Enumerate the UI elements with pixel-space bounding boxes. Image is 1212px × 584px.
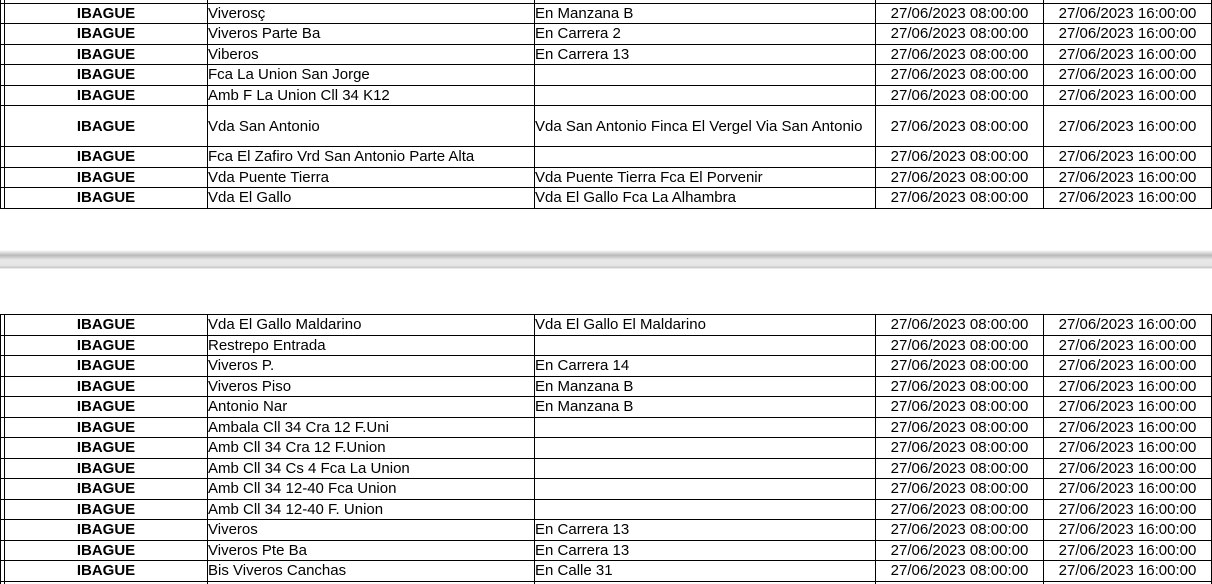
cell-start-datetime: 27/06/2023 08:00:00 [876,479,1044,500]
table-row [1,561,1212,582]
cell-end-datetime: 27/06/2023 16:00:00 [1044,356,1212,377]
cell-address: En Carrera 2 [535,24,876,45]
cell-start-datetime: 27/06/2023 08:00:00 [876,376,1044,397]
cell-end-datetime: 27/06/2023 16:00:00 [1044,167,1212,188]
cell-name: Viveros Piso [208,376,535,397]
cell-city: IBAGUE [5,188,208,209]
cell-end-datetime: 27/06/2023 16:00:00 [1044,3,1212,24]
cell-address [535,499,876,520]
cell-start-datetime: 27/06/2023 08:00:00 [876,335,1044,356]
cell-name: Vda El Gallo [208,188,535,209]
table-row [1,315,1212,336]
cell-end-datetime: 27/06/2023 16:00:00 [1044,561,1212,582]
cell-city: IBAGUE [5,479,208,500]
cell-start-datetime: 27/06/2023 08:00:00 [876,561,1044,582]
cell-name: Amb Cll 34 12-40 Fca Union [208,479,535,500]
cell-city: IBAGUE [5,147,208,168]
cell-end-datetime: 27/06/2023 16:00:00 [1044,85,1212,106]
table-row [1,438,1212,459]
cell-start-datetime: 27/06/2023 08:00:00 [876,540,1044,561]
cell-name: Bis Viveros Canchas [208,561,535,582]
cell-address: En Manzana B [535,376,876,397]
cell-end-datetime: 27/06/2023 16:00:00 [1044,106,1212,147]
cell-start-datetime: 27/06/2023 08:00:00 [876,24,1044,45]
cell-address: En Manzana B [535,3,876,24]
cell-city: IBAGUE [5,24,208,45]
cell-name: Vda San Antonio [208,106,535,147]
cell-start-datetime: 27/06/2023 08:00:00 [876,85,1044,106]
cell-start-datetime: 27/06/2023 08:00:00 [876,520,1044,541]
table-row [1,106,1212,147]
cell-start-datetime: 27/06/2023 08:00:00 [876,417,1044,438]
cell-address: En Carrera 13 [535,540,876,561]
cell-start-datetime: 27/06/2023 08:00:00 [876,3,1044,24]
cell-end-datetime: 27/06/2023 16:00:00 [1044,438,1212,459]
table-row [1,479,1212,500]
cell-name: Amb Cll 34 Cs 4 Fca La Union [208,458,535,479]
cell-city: IBAGUE [5,417,208,438]
cell-city: IBAGUE [5,3,208,24]
page-break-separator [0,250,1212,269]
cell-name: Viberos [208,44,535,65]
cell-name: Viverosç [208,3,535,24]
cell-start-datetime: 27/06/2023 08:00:00 [876,458,1044,479]
cell-address [535,479,876,500]
cell-address [535,438,876,459]
cell-end-datetime: 27/06/2023 16:00:00 [1044,458,1212,479]
cell-address [535,458,876,479]
table-row [1,167,1212,188]
cell-city: IBAGUE [5,335,208,356]
cell-name: Vda El Gallo Maldarino [208,315,535,336]
cell-address: Vda El Gallo El Maldarino [535,315,876,336]
cell-end-datetime: 27/06/2023 16:00:00 [1044,335,1212,356]
cell-start-datetime: 27/06/2023 08:00:00 [876,356,1044,377]
table-row [1,499,1212,520]
table-row [1,458,1212,479]
cell-city: IBAGUE [5,65,208,86]
cell-city: IBAGUE [5,561,208,582]
cell-address: Vda San Antonio Finca El Vergel Via San Antonio [535,106,876,147]
table-row [1,24,1212,45]
cell-city: IBAGUE [5,356,208,377]
cell-city: IBAGUE [5,85,208,106]
table-row [1,335,1212,356]
cell-end-datetime: 27/06/2023 16:00:00 [1044,540,1212,561]
cell-start-datetime: 27/06/2023 08:00:00 [876,438,1044,459]
cell-city: IBAGUE [5,438,208,459]
cell-end-datetime: 27/06/2023 16:00:00 [1044,479,1212,500]
cell-name: Fca El Zafiro Vrd San Antonio Parte Alta [208,147,535,168]
cell-start-datetime: 27/06/2023 08:00:00 [876,315,1044,336]
table-page-2 [0,314,1212,584]
cell-city: IBAGUE [5,315,208,336]
cell-name: Amb F La Union Cll 34 K12 [208,85,535,106]
cell-end-datetime: 27/06/2023 16:00:00 [1044,44,1212,65]
cell-address: En Carrera 13 [535,44,876,65]
cell-start-datetime: 27/06/2023 08:00:00 [876,397,1044,418]
cell-name: Vda Puente Tierra [208,167,535,188]
cell-address [535,65,876,86]
cell-address: En Calle 31 [535,561,876,582]
cell-city: IBAGUE [5,44,208,65]
cell-start-datetime: 27/06/2023 08:00:00 [876,106,1044,147]
cell-name: Amb Cll 34 Cra 12 F.Union [208,438,535,459]
cell-address: Vda El Gallo Fca La Alhambra [535,188,876,209]
cell-end-datetime: 27/06/2023 16:00:00 [1044,65,1212,86]
schedule-table-page-2 [0,314,1212,584]
cell-address: En Manzana B [535,397,876,418]
cell-name: Restrepo Entrada [208,335,535,356]
cell-name: Amb Cll 34 12-40 F. Union [208,499,535,520]
table-row [1,417,1212,438]
cell-end-datetime: 27/06/2023 16:00:00 [1044,24,1212,45]
cell-end-datetime: 27/06/2023 16:00:00 [1044,520,1212,541]
cell-end-datetime: 27/06/2023 16:00:00 [1044,499,1212,520]
schedule-table-page-1 [0,0,1212,209]
table-row [1,3,1212,24]
cell-start-datetime: 27/06/2023 08:00:00 [876,44,1044,65]
cell-address [535,417,876,438]
cell-city: IBAGUE [5,106,208,147]
cell-city: IBAGUE [5,376,208,397]
cell-address: En Carrera 14 [535,356,876,377]
table-row [1,147,1212,168]
cell-city: IBAGUE [5,458,208,479]
table-row [1,85,1212,106]
cell-address: Vda Puente Tierra Fca El Porvenir [535,167,876,188]
cell-end-datetime: 27/06/2023 16:00:00 [1044,397,1212,418]
cell-name: Viveros P. [208,356,535,377]
table-row [1,65,1212,86]
cell-name: Fca La Union San Jorge [208,65,535,86]
cell-start-datetime: 27/06/2023 08:00:00 [876,167,1044,188]
cell-start-datetime: 27/06/2023 08:00:00 [876,65,1044,86]
table-row [1,397,1212,418]
cell-city: IBAGUE [5,520,208,541]
table-row [1,188,1212,209]
cell-name: Viveros [208,520,535,541]
cell-address [535,335,876,356]
cell-address [535,85,876,106]
cell-city: IBAGUE [5,499,208,520]
cell-name: Ambala Cll 34 Cra 12 F.Uni [208,417,535,438]
cell-city: IBAGUE [5,167,208,188]
cell-address: En Carrera 13 [535,520,876,541]
table-page-1 [0,0,1212,209]
cell-name: Viveros Pte Ba [208,540,535,561]
cell-end-datetime: 27/06/2023 16:00:00 [1044,376,1212,397]
cell-start-datetime: 27/06/2023 08:00:00 [876,499,1044,520]
cell-end-datetime: 27/06/2023 16:00:00 [1044,188,1212,209]
cell-city: IBAGUE [5,540,208,561]
cell-start-datetime: 27/06/2023 08:00:00 [876,188,1044,209]
cell-end-datetime: 27/06/2023 16:00:00 [1044,315,1212,336]
cell-start-datetime: 27/06/2023 08:00:00 [876,147,1044,168]
table-row [1,540,1212,561]
cell-name: Antonio Nar [208,397,535,418]
cell-address [535,147,876,168]
table-row [1,520,1212,541]
cell-city: IBAGUE [5,397,208,418]
table-row [1,376,1212,397]
cell-end-datetime: 27/06/2023 16:00:00 [1044,147,1212,168]
table-row [1,356,1212,377]
cell-name: Viveros Parte Ba [208,24,535,45]
cell-end-datetime: 27/06/2023 16:00:00 [1044,417,1212,438]
table-row [1,44,1212,65]
